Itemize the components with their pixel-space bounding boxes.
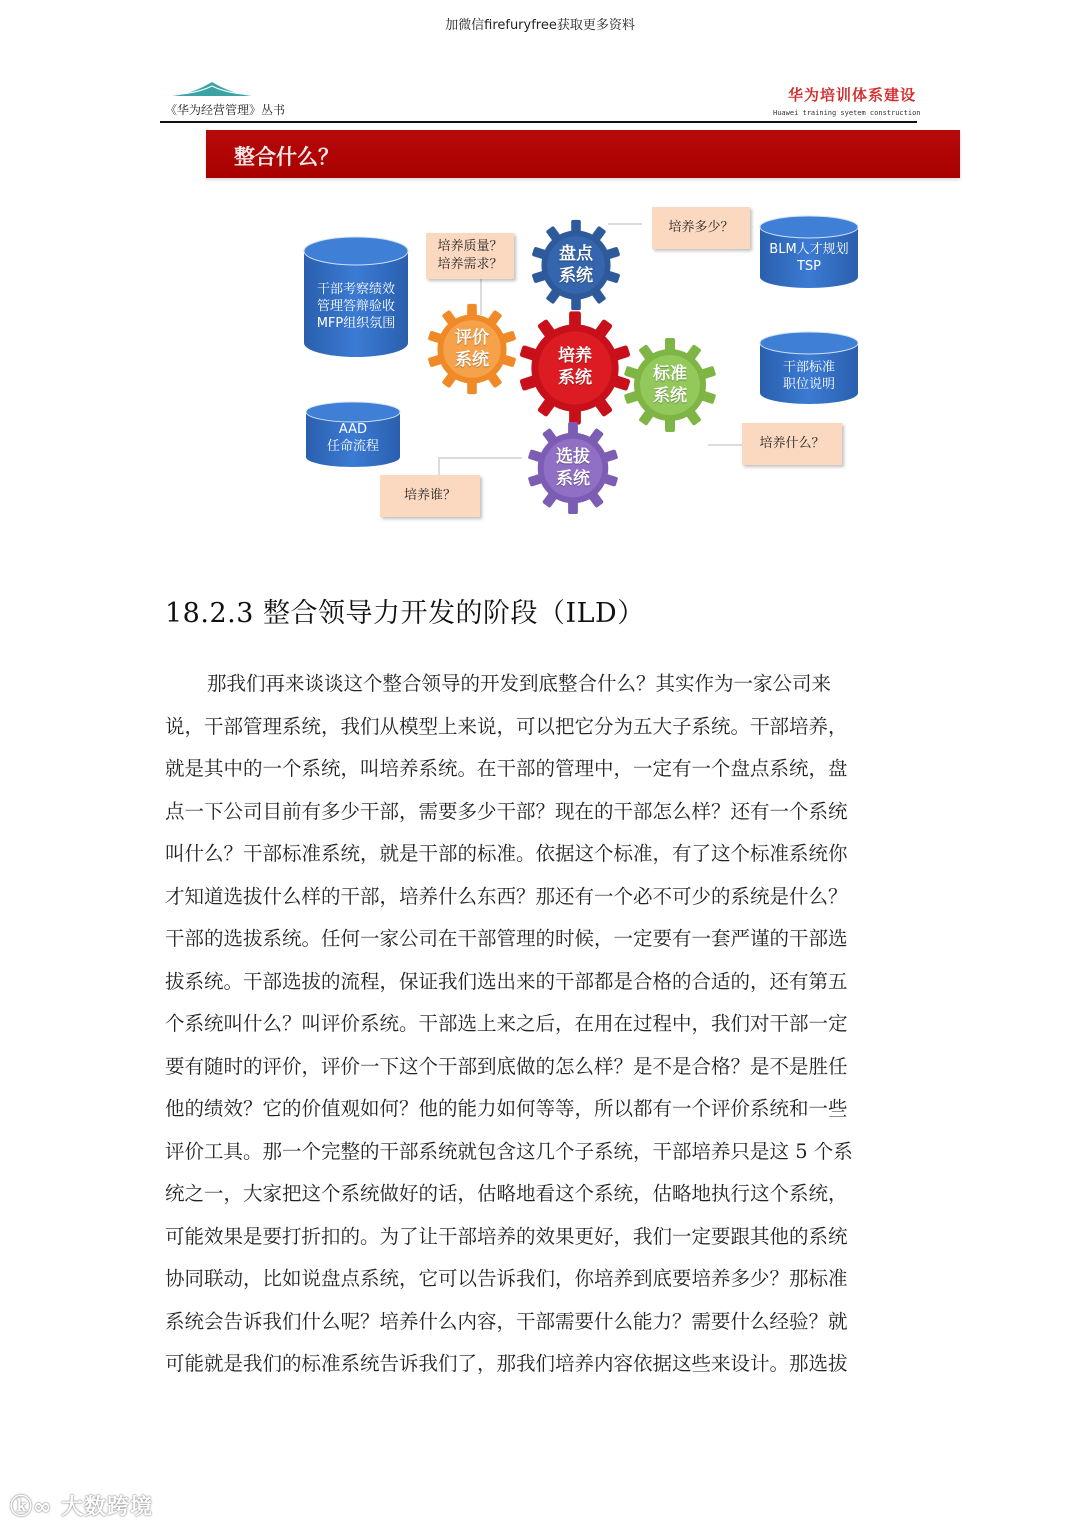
cylinder-text: 职位说明 [782,377,835,392]
gear-evaluation-system [424,301,520,397]
cylinder-text: 管理答辩验收 [316,299,395,314]
gear-label: 系统 [559,266,593,286]
book-series-label: 《华为经营管理》丛书 [165,103,286,117]
callout-who [380,475,480,517]
text-line: 评价工具。那一个完整的干部系统就包含这几个子系统，干部培养只是这 5 个系 [165,1139,853,1163]
gear-label: 盘点 [559,244,593,264]
watermark-logo-icon: ⓚ∞ [10,1495,61,1520]
text-line: 统之一，大家把这个系统做好的话，估略地看这个系统，估略地执行这个系统， [165,1182,848,1205]
text-line: 那我们再来谈谈这个整合领导的开发到底整合什么？其实作为一家公司来 [207,672,832,695]
callout-text: 培养谁？ [403,488,456,503]
callout-text: 培养质量？ [437,239,503,254]
top-watermark: 加微信firefuryfree获取更多资料 [445,18,635,33]
text-line: 点一下公司目前有多少干部，需要多少干部？现在的干部怎么样？还有一个系统 [165,799,848,823]
mountain-logo-icon [172,80,252,96]
text-line: 个系统叫什么？叫评价系统。干部选上来之后，在用在过程中，我们对干部一定 [165,1012,848,1035]
gear-label: 系统 [558,368,592,388]
gear-label: 选拔 [556,447,590,467]
cylinder-text: 干部考察绩效 [316,282,395,297]
gear-label: 评价 [455,328,489,348]
cylinder-cadre-standards [758,331,860,407]
callout-text: 培养什么？ [759,436,825,451]
body-paragraph [165,663,917,1386]
text-line: 拔系统。干部选拔的流程，保证我们选出来的干部都是合格的合适的，还有第五 [165,969,848,993]
gear-label: 培养 [558,346,592,366]
gear-label: 系统 [455,350,489,370]
text-line: 他的绩效？它的价值观如何？他的能力如何等等，所以都有一个评价系统和一些 [165,1097,848,1120]
cylinder-text: 干部标准 [782,360,835,375]
cylinder-appointment-process [304,401,402,469]
text-line: 就是其中的一个系统，叫培养系统。在干部的管理中，一定有一个盘点系统，盘 [165,757,848,780]
five-systems-diagram [290,195,890,535]
text-line: 可能效果是要打折扣的。为了让干部培养的效果更好，我们一定要跟其他的系统 [165,1224,848,1248]
text-line: 要有随时的评价，评价一下这个干部到底做的怎么样？是不是合格？是不是胜任 [165,1054,848,1078]
gear-training-system [516,309,634,427]
gear-inventory-system [528,217,624,313]
callout-quality-demand [426,233,514,279]
bottom-watermark [10,1490,153,1521]
cylinder-text: TSP [796,259,822,274]
gear-label: 标准 [653,364,687,384]
book-subtitle: Huawei training syetem construction [773,109,921,117]
cylinder-text: BLM人才规划 [769,242,849,257]
book-title: 华为培训体系建设 [788,86,917,104]
gear-standards-system [620,335,720,435]
header-divider [160,121,917,123]
text-line: 干部的选拔系统。任何一家公司在干部管理的时候，一定要有一套严谨的干部选 [165,927,848,950]
text-line: 说，干部管理系统，我们从模型上来说，可以把它分为五大子系统。干部培养， [165,714,848,738]
callout-text: 培养多少？ [668,220,734,235]
text-line: 协同联动，比如说盘点系统，它可以告诉我们，你培养到底要培养多少？那标准 [165,1267,848,1290]
cylinder-evaluation-tools [302,235,410,361]
callout-how-many [652,207,750,249]
cylinder-text: 任命流程 [326,439,379,454]
gear-selection-system [524,419,622,517]
watermark-text: 大数跨境 [61,1495,154,1520]
gear-label: 系统 [653,386,687,406]
section-heading: 18.2.3 整合领导力开发的阶段（ILD） [165,598,645,629]
text-line: 才知道选拔什么样的干部，培养什么东西？那还有一个必不可少的系统是什么？ [165,884,848,908]
slide-banner [206,130,960,178]
callout-text: 培养需求？ [437,257,503,272]
text-line: 叫什么？干部标准系统，就是干部的标准。依据这个标准，有了这个标准系统你 [165,842,848,865]
cylinder-talent-planning [758,215,860,291]
cylinder-text: AAD [338,422,368,437]
banner-title: 整合什么？ [234,145,339,169]
text-line: 系统会告诉我们什么呢？培养什么内容，干部需要什么能力？需要什么经验？就 [165,1309,848,1333]
callout-what [742,423,842,465]
cylinder-text: MFP组织氛围 [316,316,396,331]
text-line: 可能就是我们的标准系统告诉我们了，那我们培养内容依据这些来设计。那选拔 [165,1352,848,1375]
gear-label: 系统 [556,469,590,489]
